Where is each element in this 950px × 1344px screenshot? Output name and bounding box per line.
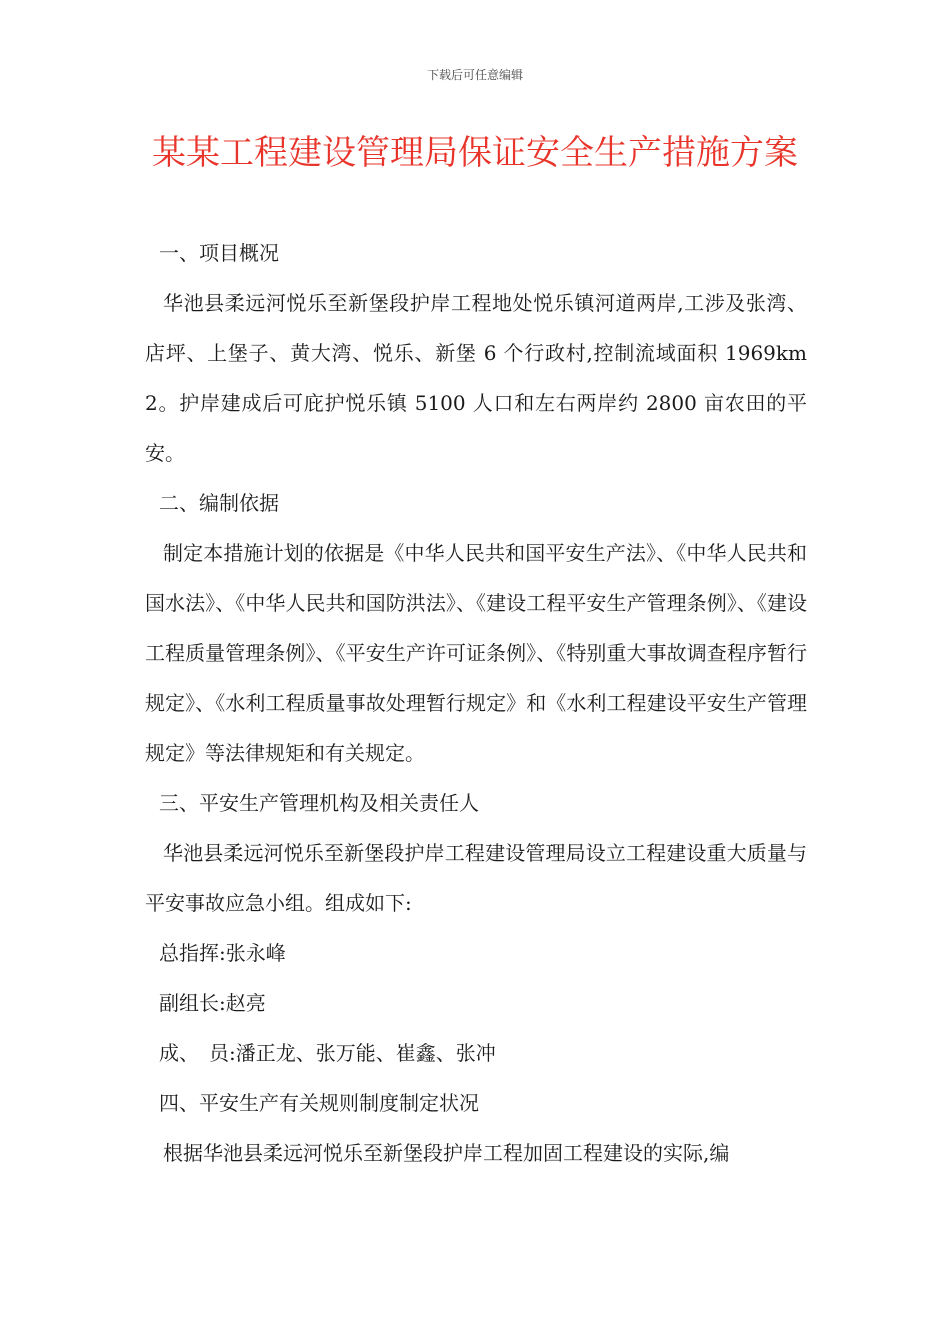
section-heading-organization: 三、平安生产管理机构及相关责任人 (159, 791, 479, 815)
paragraph-basis: 制定本措施计划的依据是《中华人民共和国平安生产法》、《中华人民共和国水法》、《中华人民共和国防洪法》、《建设工程平安生产管理条例》、《建设工程质量管理条例》、《平安生产许可证条例》、《特别重大事故调查程序暂行规定》、《水利工程质量事故处理暂行规定》和《水利工程建设平安生产管理规定》等法律规矩和有关规定。 (145, 541, 807, 765)
members-line: 成、 员:潘正龙、张万能、崔鑫、张冲 (159, 1041, 496, 1065)
paragraph-organization: 华池县柔远河悦乐至新堡段护岸工程建设管理局设立工程建设重大质量与平安事故应急小组。组成如下: (145, 841, 807, 915)
section-heading-overview: 一、项目概况 (159, 241, 279, 265)
commander-line: 总指挥:张永峰 (159, 941, 286, 965)
document-body (145, 228, 807, 1178)
section-heading-rules: 四、平安生产有关规则制度制定状况 (159, 1091, 479, 1115)
header-note: 下载后可任意编辑 (426, 68, 523, 82)
paragraph-overview: 华池县柔远河悦乐至新堡段护岸工程地处悦乐镇河道两岸,工涉及张湾、店坪、上堡子、黄大湾、悦乐、新堡 6 个行政村,控制流域面积 1969km2。护岸建成后可庇护悦乐镇 5100 人口和左右两岸约 2800 亩农田的平安。 (145, 291, 807, 465)
paragraph-rules: 根据华池县柔远河悦乐至新堡段护岸工程加固工程建设的实际,编 (163, 1141, 730, 1165)
document-title: 某某工程建设管理局保证安全生产措施方案 (152, 133, 798, 173)
deputy-line: 副组长:赵亮 (159, 991, 266, 1015)
section-heading-basis: 二、编制依据 (159, 491, 279, 515)
